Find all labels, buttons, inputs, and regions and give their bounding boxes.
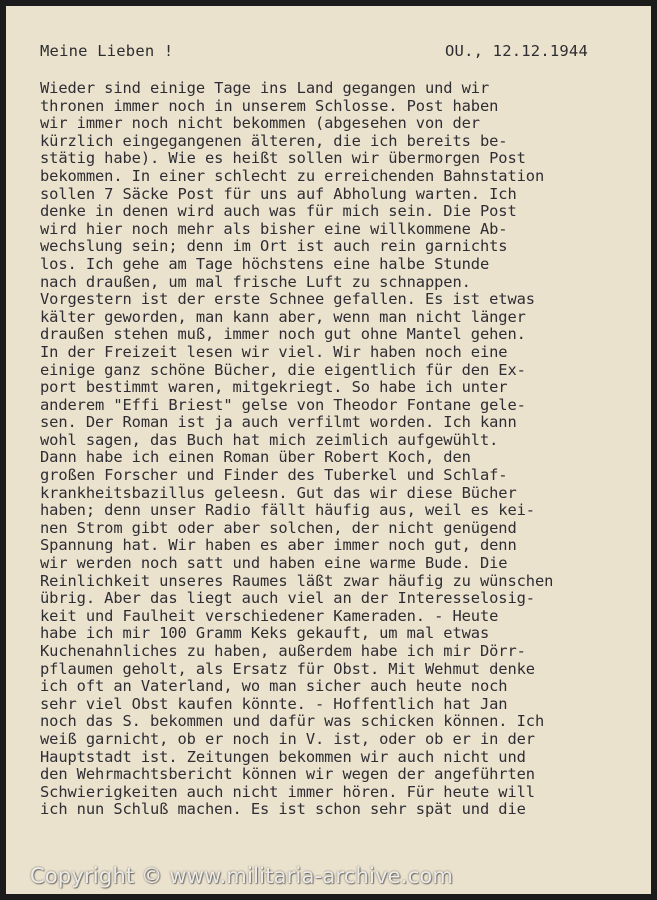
- letter-line: weiß garnicht, ob er noch in V. ist, oder ob er in der: [40, 729, 535, 748]
- letter-line: ich oft an Vaterland, wo man sicher auch heute noch: [40, 677, 508, 696]
- letter-line: sen. Der Roman ist ja auch verfilmt worden. Ich kann: [40, 413, 517, 432]
- letter-line: ich nun Schluß machen. Es ist schon sehr spät und die: [40, 800, 526, 819]
- letter-line: Wieder sind einige Tage ins Land gegangen und wir: [40, 79, 490, 97]
- letter-line: sehr viel Obst kaufen könnte. - Hoffentlich hat Jan: [40, 694, 508, 713]
- letter-line: Kuchenahnliches zu haben, außerdem habe ich mir Dörr-: [40, 642, 526, 660]
- letter-line: anderem "Effi Briest" gelse von Theodor Fontane gele-: [40, 395, 526, 414]
- letter-line: In der Freizeit lesen wir viel. Wir haben noch eine: [40, 342, 508, 361]
- letter-line: wir werden noch satt und haben eine warme Bude. Die: [40, 554, 508, 573]
- letter-line: draußen stehen muß, immer noch gut ohne Mantel gehen.: [40, 325, 526, 344]
- letter-line: wechslung sein; denn im Ort ist auch rein garnichts: [40, 237, 508, 256]
- letter-line: nach draußen, um mal frische Luft zu schnappen.: [40, 272, 471, 291]
- letter-line: pflaumen geholt, als Ersatz für Obst. Mit Wehmut denke: [40, 659, 535, 678]
- place-date: OU., 12.12.1944: [445, 42, 588, 60]
- letter-line: sollen 7 Säcke Post für uns auf Abholung warten. Ich: [40, 184, 517, 203]
- greeting: Meine Lieben !: [40, 42, 174, 60]
- letter-line: noch das S. bekommen und dafür was schicken können. Ich: [40, 712, 545, 731]
- letter-line: los. Ich gehe am Tage höchstens eine halbe Stunde: [40, 254, 490, 273]
- letter-line: übrig. Aber das liegt auch viel an der Interesselosig-: [40, 589, 535, 608]
- letter-line: stätig habe). Wie es heißt sollen wir übermorgen Post: [40, 149, 526, 168]
- letter-line: haben; denn unser Radio fällt häufig aus, weil es kei-: [40, 501, 535, 520]
- letter-line: Spannung hat. Wir haben es aber immer noch gut, denn: [40, 536, 517, 555]
- letter-line: großen Forscher und Finder des Tuberkel und Schlaf-: [40, 466, 508, 485]
- letter-body: [40, 80, 650, 819]
- letter-line: wird hier noch mehr als bisher eine willkommene Ab-: [40, 219, 508, 238]
- letter-line: Schwierigkeiten auch nicht immer hören. Für heute will: [40, 782, 535, 801]
- letter-line: nen Strom gibt oder aber solchen, der nicht genügend: [40, 518, 517, 537]
- letter-line: Reinlichkeit unseres Raumes läßt zwar häufig zu wünschen: [40, 571, 554, 590]
- letter-line: Hauptstadt ist. Zeitungen bekommen wir auch nicht und: [40, 747, 526, 766]
- letter-line: krankheitsbazillus geleesn. Gut das wir diese Bücher: [40, 483, 517, 502]
- letter-line: einige ganz schöne Bücher, die eigentlich für den Ex-: [40, 360, 526, 379]
- letter-line: Vorgestern ist der erste Schnee gefallen. Es ist etwas: [40, 290, 535, 309]
- copyright-watermark: Copyright © www.militaria-archive.com: [30, 864, 454, 888]
- letter-line: kälter geworden, man kann aber, wenn man nicht länger: [40, 307, 526, 326]
- letter-line: keit und Faulheit verschiedener Kameraden. - Heute: [40, 606, 499, 625]
- letter-line: den Wehrmachtsbericht können wir wegen der angeführten: [40, 765, 535, 784]
- letter-page: [6, 6, 651, 894]
- letter-line: habe ich mir 100 Gramm Keks gekauft, um mal etwas: [40, 624, 490, 643]
- letter-line: thronen immer noch in unserem Schlosse. Post haben: [40, 96, 499, 115]
- letter-line: port bestimmt waren, mitgekriegt. So habe ich unter: [40, 378, 508, 397]
- letter-line: wohl sagen, das Buch hat mich zeimlich aufgewühlt.: [40, 430, 499, 449]
- letter-line: Dann habe ich einen Roman über Robert Koch, den: [40, 448, 471, 467]
- letter-header: [40, 42, 600, 66]
- letter-line: wir immer noch nicht bekommen (abgesehen von der: [40, 114, 480, 133]
- letter-line: kürzlich eingegangenen älteren, die ich bereits be-: [40, 131, 508, 150]
- letter-line: denke in denen wird auch was für mich sein. Die Post: [40, 202, 517, 221]
- letter-line: bekommen. In einer schlecht zu erreichenden Bahnstation: [40, 166, 545, 185]
